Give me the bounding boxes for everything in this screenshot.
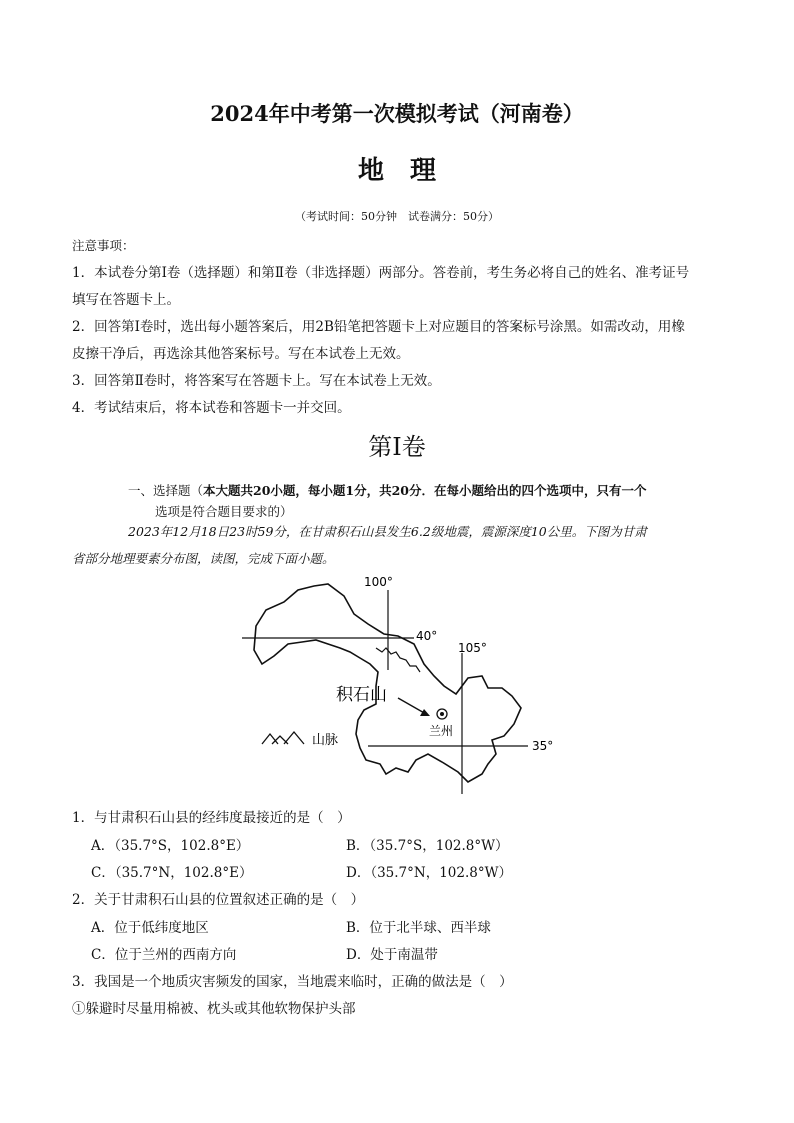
question-2-option-a: A．位于低纬度地区 (91, 920, 209, 936)
lat-40-label: 40° (416, 629, 438, 643)
notes-heading: 注意事项： (72, 238, 135, 253)
question-3-stem: 3．我国是一个地质灾害频发的国家，当地震来临时，正确的做法是（ ） (72, 974, 513, 990)
jishishan-label: 积石山 (336, 685, 387, 705)
gansu-map (236, 568, 554, 800)
note-line: 3．回答第Ⅱ卷时，将答案写在答题卡上。写在本试卷上无效。 (72, 373, 441, 389)
lat-35-label: 35° (532, 739, 554, 753)
question-3-item-1: ①躲避时尽量用棉被、枕头或其他软物保护头部 (72, 1001, 356, 1017)
volume-title: 第Ⅰ卷 (368, 433, 426, 461)
note-line: 1．本试卷分第Ⅰ卷（选择题）和第Ⅱ卷（非选择题）两部分。答卷前，考生务必将自己的姓名、准考证号 (72, 265, 690, 281)
note-line: 2．回答第Ⅰ卷时，选出每小题答案后，用2B铅笔把答题卡上对应题目的答案标号涂黑。如需改动，用橡 (72, 319, 685, 335)
question-2-option-c: C．位于兰州的西南方向 (91, 947, 237, 963)
arrow-head (420, 709, 430, 716)
intro-line: 省部分地理要素分布图，读图，完成下面小题。 (72, 551, 335, 566)
jishishan-arrow (398, 698, 426, 714)
question-1-option-a: A．（35.7°S，102.8°E） (91, 838, 250, 854)
question-1-option-b: B．（35.7°S，102.8°W） (346, 838, 509, 854)
mountain-icon (262, 732, 304, 744)
lanzhou-label: 兰州 (429, 724, 454, 738)
question-2-option-d: D．处于南温带 (346, 947, 438, 963)
note-line: 填写在答题卡上。 (72, 292, 180, 308)
lon-100-label: 100° (364, 575, 393, 589)
question-1-stem: 1．与甘肃积石山县的经纬度最接近的是（ ） (72, 810, 351, 826)
note-line: 皮擦干净后，再选涂其他答案标号。写在本试卷上无效。 (72, 346, 410, 362)
exam-title: 2024年中考第一次模拟考试（河南卷） (210, 101, 584, 126)
section-heading-cont: 选项是符合题目要求的） (155, 504, 293, 519)
question-1-option-c: C．（35.7°N，102.8°E） (91, 865, 253, 881)
note-line: 4．考试结束后，将本试卷和答题卡一并交回。 (72, 400, 351, 416)
lon-105-label: 105° (458, 641, 487, 655)
mountain-legend-label: 山脉 (312, 733, 339, 748)
border-texture (376, 648, 420, 672)
lanzhou-dot (440, 712, 444, 716)
section-rule: 本大题共20小题，每小题1分，共20分．在每小题给出的四个选项中，只有一个 (203, 483, 647, 498)
question-2-option-b: B．位于北半球、西半球 (346, 920, 491, 936)
subject-title: 地理 (357, 156, 462, 186)
question-1-option-d: D．（35.7°N，102.8°W） (346, 865, 512, 881)
section-heading (128, 481, 647, 499)
question-2-stem: 2．关于甘肃积石山县的位置叙述正确的是（ ） (72, 892, 365, 908)
section-prefix: 一、选择题（ (128, 483, 204, 498)
intro-line: 2023年12月18日23时59分，在甘肃积石山县发生6.2级地震，震源深度10公里。下图为甘肃 (128, 524, 647, 539)
exam-time-info: （考试时间：50分钟 试卷满分：50分） (295, 210, 499, 223)
